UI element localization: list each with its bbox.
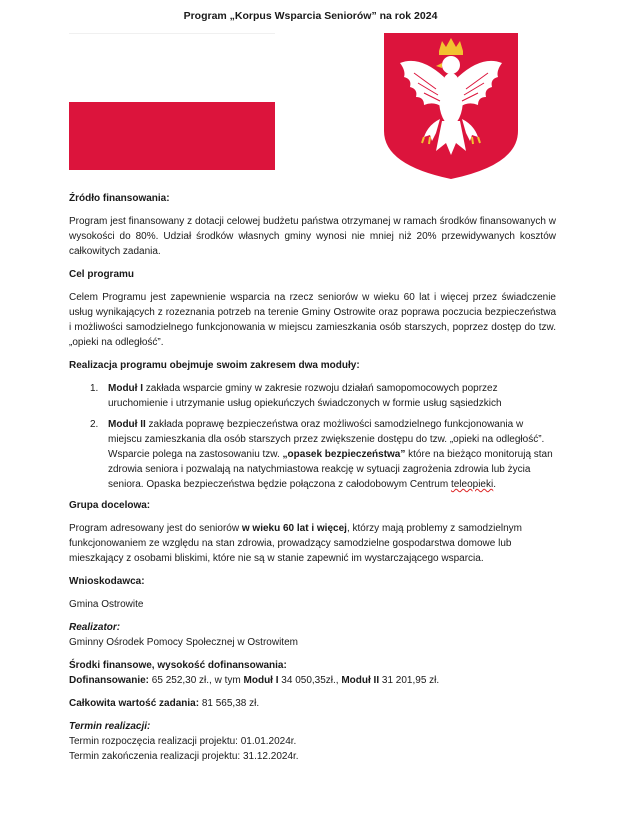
module-text: które na bieżąco monitorują stan zdrowia seniora i pozwalają na natychmiastowa reakcję w sytuacji zagrożenia zdrowia lub życia seniora. Opaska bezpieczeństwa będzie połączona z całodobowym Centrum: [108, 449, 553, 490]
module-label: Moduł II: [108, 419, 146, 430]
applicant-heading: Wnioskodawca:: [69, 576, 145, 587]
list-number: 1.: [90, 383, 99, 394]
funding-amounts: Dofinansowanie: 65 252,30 zł., w tym Moduł I 34 050,35zł., Moduł II 31 201,95 zł.: [69, 675, 440, 686]
program-goal-text: Celem Programu jest zapewnienie wsparcia na rzecz seniorów w wieku 60 lat i więcej przez świadczenie usług wynikających z rozeznania potrzeb na terenie Gminy Ostrowite oraz poprawa poczucia bezpieczeństwa i możliwości samodzielnego funkcjonowania w miejscu zamieszkania osób starszych, poprzez dostęp do tzw. „opieki na odległość”.: [69, 292, 556, 348]
timeline-end: Termin zakończenia realizacji projektu: 31.12.2024r.: [69, 751, 299, 762]
module-label: Moduł I: [108, 383, 143, 394]
funding-source-heading: Źródło finansowania:: [69, 193, 170, 204]
program-goal-heading: Cel programu: [69, 269, 135, 280]
age-emphasis: w wieku 60 lat i więcej: [241, 523, 347, 534]
modules-list: [69, 381, 556, 492]
list-number: 2.: [90, 419, 99, 430]
flag-white-stripe: [69, 33, 275, 102]
module-text: zakłada wsparcie gminy w zakresie rozwoju działań samopomocowych poprzez uruchomienie i utrzymanie usług opiekuńczych świadczonych w formie usług sąsiedzkich: [108, 383, 502, 409]
applicant-text: Gmina Ostrowite: [69, 599, 144, 610]
page-title: Program „Korpus Wsparcia Seniorów” na rok 2024: [183, 10, 438, 22]
module-text: zakłada poprawę bezpieczeństwa oraz możliwości samodzielnego funkcjonowania w miejscu zamieszkania dla osób starszych przez zwiększenie dostępu do tzw. „opieki na odległość”. Wsparcie polega na zastosowaniu tzw.: [108, 419, 545, 460]
implementer-text: Gminny Ośrodek Pomocy Społecznej w Ostrowitem: [69, 637, 298, 648]
target-group-heading: Grupa docelowa:: [69, 500, 151, 511]
spellcheck-word: teleopieki: [450, 479, 494, 490]
list-item: [69, 381, 556, 411]
target-group-text: Program adresowany jest do seniorów w wieku 60 lat i więcej, którzy mają problemy z samodzielnym funkcjonowaniem ze względu na stan zdrowia, prowadzący samodzielne gospodarstwa domowe lub mieszkający z osobami bliskimi, które nie są w stanie zapewnić im wystarczającego wsparcia.: [69, 523, 522, 564]
list-item: [69, 417, 556, 492]
funding-heading: Środki finansowe, wysokość dofinansowania:: [69, 660, 287, 671]
polish-flag-image: [69, 33, 275, 169]
implementation-heading: Realizacja programu obejmuje swoim zakresem dwa moduły:: [69, 360, 360, 371]
module-text: .: [493, 479, 497, 490]
total-value: Całkowita wartość zadania: 81 565,38 zł.: [69, 698, 260, 709]
funding-source-text: Program jest finansowany z dotacji celowej budżetu państwa otrzymanej w ramach środków finansowanych w wysokości do 80%. Udział środków własnych gminy wynosi nie mniej niż 20% przewidywanych kosztów całkowitych zadania.: [69, 216, 556, 257]
polish-eagle-emblem-image: [384, 33, 518, 179]
implementer-heading: Realizator:: [69, 622, 121, 633]
flag-red-stripe: [69, 102, 275, 170]
timeline-heading: Termin realizacji:: [69, 721, 151, 732]
timeline-start: Termin rozpoczęcia realizacji projektu: 01.01.2024r.: [69, 736, 297, 747]
safety-band-term: „opasek bezpieczeństwa”: [282, 449, 406, 460]
document-body: [69, 191, 556, 764]
